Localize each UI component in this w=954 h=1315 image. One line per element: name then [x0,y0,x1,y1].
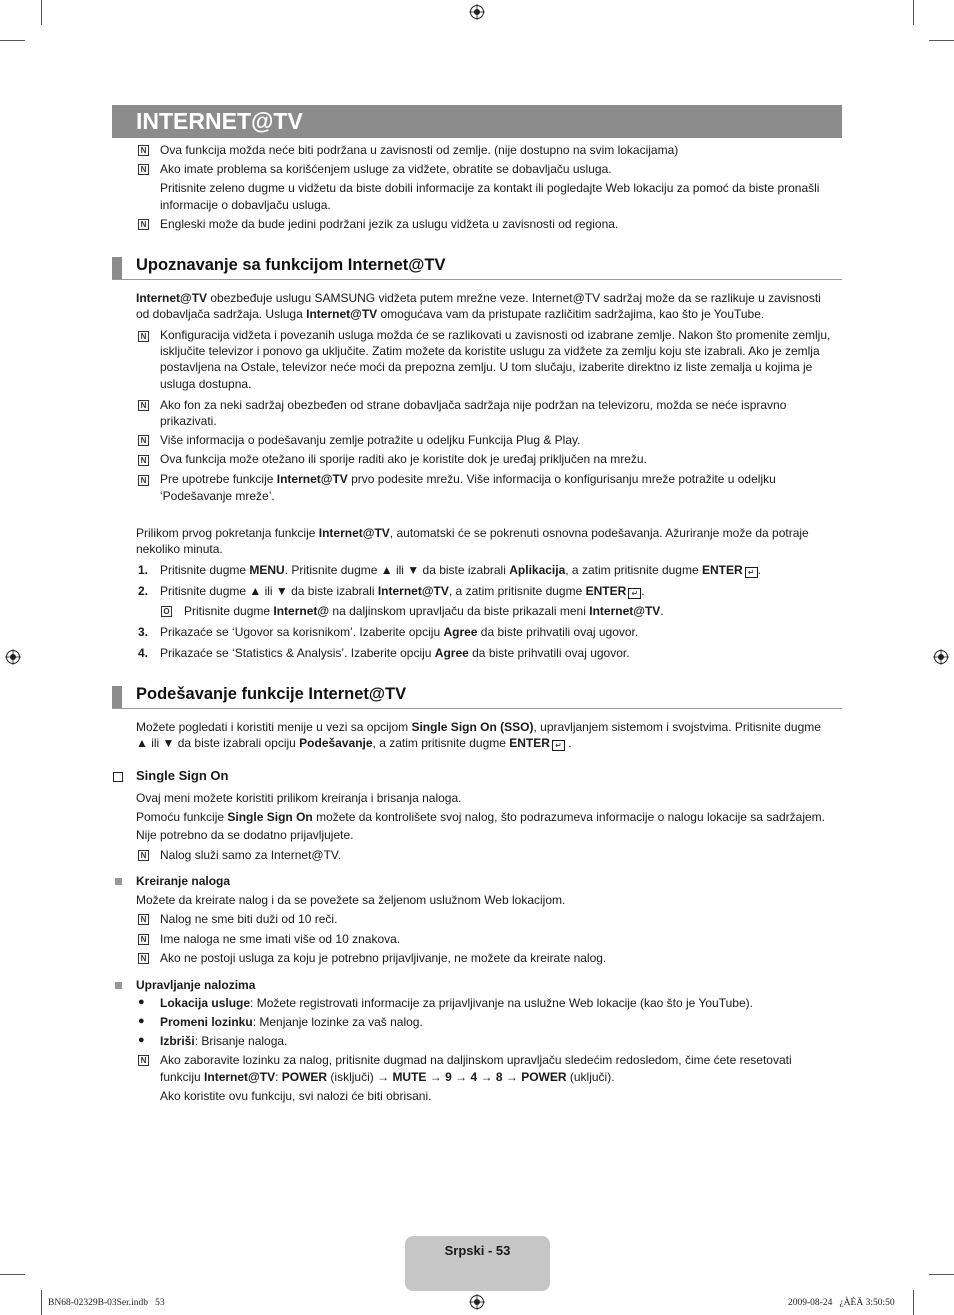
bullet-icon: ● [138,996,145,1008]
registration-mark-icon [469,1294,485,1310]
note-icon: N [138,164,149,175]
subsection-heading: Upravljanje nalozima [136,978,256,992]
list-item: Promeni lozinku: Menjanje lozinke za vaš nalog. [160,1015,423,1029]
square-bullet-icon [115,878,122,885]
crop-mark [913,1290,914,1315]
bullet-icon: ● [138,1015,145,1027]
note-text: Ime naloga ne sme imati više od 10 znakova. [160,932,401,946]
section-divider [112,708,842,709]
bullet-icon: ● [138,1034,145,1046]
date-info: 2009-08-24 ¿ÀÈÄ 3:50:50 [788,1298,895,1308]
square-bullet-icon [115,982,122,989]
section-heading: Upoznavanje sa funkcijom Internet@TV [136,256,446,274]
note-icon: N [138,400,149,411]
crop-mark [929,40,954,41]
paragraph: nekoliko minuta. [136,542,223,556]
intro-note: Engleski može da bude jedini podržani jezik za uslugu vidžeta u zavisnosti od regiona. [160,217,619,231]
note-icon: N [138,914,149,925]
page-number-tab: Srpski - 53 [405,1236,550,1291]
note-text: Ova funkcija može otežano ili sporije raditi ako je koristite dok je uređaj priključen na mrežu. [160,452,647,466]
note-icon: N [138,934,149,945]
note-icon: N [138,331,149,342]
enter-icon: ↵ [628,588,641,599]
subsection-heading: Kreiranje naloga [136,874,231,888]
note-text: Nalog ne sme biti duži od 10 reči. [160,912,338,926]
section-divider [112,279,842,280]
note-text: usluga dostupna. [160,377,252,391]
intro-note-cont: Pritisnite zeleno dugme u vidžetu da biste dobili informacije za kontakt ili pogledajte Web lokaciju za pomoć da biste pronašli [160,181,820,195]
paragraph: Možete pogledati i koristiti menije u vezi sa opcijom Single Sign On (SSO), upravljanjem sistemom i svojstvima. Pritisnite dugme [136,720,821,734]
crop-mark [913,0,914,25]
crop-mark [0,1274,25,1275]
note-text: prikazivati. [160,414,217,428]
step-number: 1. [138,563,149,577]
paragraph: Pomoću funkcije Single Sign On možete da kontrolišete svoj nalog, što podrazumeva informacije o nalogu lokacije sa sadržajem. [136,810,826,824]
page-title: INTERNET@TV [112,105,842,138]
enter-icon: ↵ [552,740,565,751]
file-info: BN68-02329B-03Ser.indb 53 [48,1298,165,1308]
step-subnote: Pritisnite dugme Internet@ na daljinskom upravljaču da biste prikazali meni Internet@TV. [184,604,664,618]
step-text: Pritisnite dugme MENU. Pritisnite dugme ▲ ili ▼ da biste izabrali Aplikacija, a zatim pritisnite dugme ENTER ↵ . [160,563,762,577]
enter-icon: ↵ [745,567,758,578]
registration-mark-icon [469,4,485,20]
section-heading: Podešavanje funkcije Internet@TV [136,685,407,703]
checkbox-bullet-icon [113,772,123,782]
note-text: Ako koristite ovu funkciju, svi nalozi će biti obrisani. [160,1089,432,1103]
crop-mark [0,40,25,41]
list-item: Izbriši: Brisanje naloga. [160,1034,288,1048]
list-item: Lokacija usluge: Možete registrovati informacije za prijavljivanje na uslužne Web lokacije (kao što je YouTube). [160,996,753,1010]
note-text: ‘Podešavanje mreže’. [160,489,275,503]
note-icon: N [138,219,149,230]
step-text: Pritisnite dugme ▲ ili ▼ da biste izabrali Internet@TV, a zatim pritisnite dugme ENTER ↵ . [160,584,645,598]
section-marker [112,257,122,279]
paragraph: Nije potrebno da se dodatno prijavljujete. [136,828,354,842]
crop-mark [929,1274,954,1275]
note-text: Nalog služi samo za Internet@TV. [160,848,342,862]
intro-note-cont: informacije o dobavljaču usluga. [160,198,331,212]
step-number: 2. [138,584,149,598]
note-text: Ako ne postoji usluga za koju je potrebno prijavljivanje, ne možete da kreirate nalog. [160,951,607,965]
step-text: Prikazaće se ‘Ugovor sa korisnikom’. Izaberite opciju Agree da biste prihvatili ovaj ugovor. [160,625,639,639]
note-icon: N [138,455,149,466]
remote-note-icon: O [161,606,172,617]
note-text: Konfiguracija vidžeta i povezanih usluga možda će se razlikovati u zavisnosti od izabrane zemlje. Nakon što promenite zemlju, [160,328,831,342]
paragraph: ▲ ili ▼ da biste izabrali opciju Podešavanje, a zatim pritisnite dugme ENTER ↵ . [136,736,572,750]
note-text: Pre upotrebe funkcije Internet@TV prvo podesite mrežu. Više informacija o konfigurisanju mreže potražite u odeljku [160,472,776,486]
note-icon: N [138,850,149,861]
paragraph: od dobavljača sadržaja. Usluga Internet@TV omogućava vam da pristupate različitim sadržajima, kao što je YouTube. [136,307,765,321]
step-number: 4. [138,646,149,660]
note-text: isključite televizor i ponovo ga uključite. Zatim možete da koristite uslugu za vidžete za zemlju koju ste izabrali. Ako je zemlja [160,344,820,358]
note-icon: N [138,145,149,156]
note-icon: N [138,475,149,486]
intro-note: Ako imate problema sa korišćenjem usluge za vidžete, obratite se dobavljaču usluga. [160,162,612,176]
registration-mark-icon [933,649,949,665]
step-number: 3. [138,625,149,639]
paragraph: Možete da kreirate nalog i da se povežete sa željenom uslužnom Web lokacijom. [136,893,566,907]
paragraph: Internet@TV obezbeđuje uslugu SAMSUNG vidžeta putem mrežne veze. Internet@TV sadržaj može da se razlikuje u zavisnosti [136,291,821,305]
crop-mark [41,0,42,25]
step-text: Prikazaće se ‘Statistics & Analysis’. Izaberite opciju Agree da biste prihvatili ovaj ugovor. [160,646,630,660]
note-text: Ako fon za neki sadržaj obezbeđen od strane dobavljača sadržaja nije podržan na televizoru, možda se neće ispravno [160,398,787,412]
note-icon: N [138,953,149,964]
intro-note: Ova funkcija možda neće biti podržana u zavisnosti od zemlje. (nije dostupno na svim lokacijama) [160,143,679,157]
subsection-heading: Single Sign On [136,768,229,783]
paragraph: Ovaj meni možete koristiti prilikom kreiranja i brisanja naloga. [136,791,462,805]
crop-mark [41,1290,42,1315]
note-text: funkciju Internet@TV: POWER (isključi) → MUTE → 9 → 4 → 8 → POWER (uključi). [160,1070,615,1084]
note-text: Ako zaboravite lozinku za nalog, pritisnite dugmad na daljinskom upravljaču sledećim redosledom, čime ćete resetovati [160,1053,792,1067]
note-icon: N [138,435,149,446]
section-marker [112,686,122,708]
note-text: Više informacija o podešavanju zemlje potražite u odeljku Funkcija Plug & Play. [160,433,581,447]
registration-mark-icon [5,649,21,665]
paragraph: Prilikom prvog pokretanja funkcije Internet@TV, automatski će se pokrenuti osnovna podešavanja. Ažuriranje može da potraje [136,526,809,540]
note-icon: N [138,1055,149,1066]
note-text: postavljena na Ostale, televizor neće moći da prepozna zemlju. U tom slučaju, izaberite direktno iz liste zemalja u kojima je [160,360,813,374]
